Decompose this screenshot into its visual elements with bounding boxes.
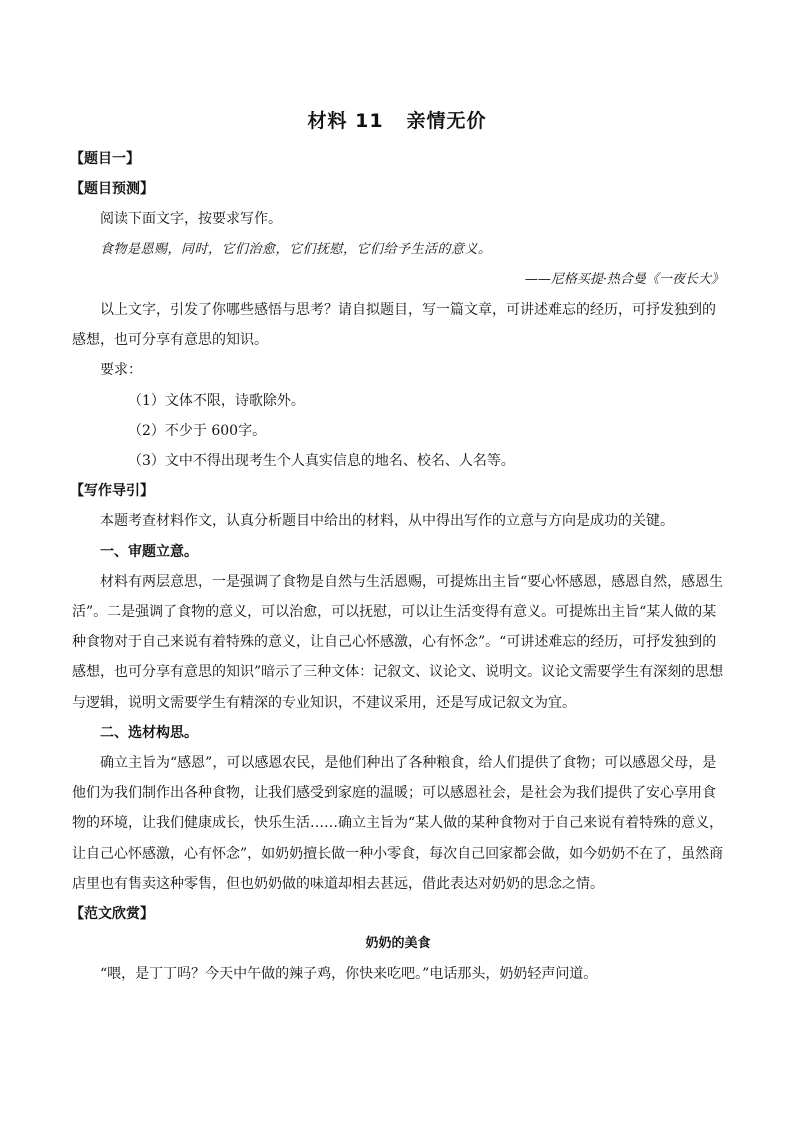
topic1-label: 【题目一】	[70, 151, 140, 167]
quote-source: ——尼格买提·热合曼《一夜长大》	[524, 271, 724, 287]
page-title: 材料 11 亲情无价	[307, 110, 487, 132]
essay-paragraph: “喂，是丁丁吗？今天中午做的辣子鸡，你快来吃吧。”电话那头，奶奶轻声问道。	[100, 966, 598, 983]
sample-label: 【范文欣赏】	[70, 906, 154, 923]
requirements-label: 要求：	[100, 362, 142, 379]
document-body	[72, 144, 724, 990]
part2-text: 确立主旨为“感恩”，可以感恩农民，是他们种出了各种粮食，给人们提供了食物；可以感恩父母，是他们为我们制作出各种食物，让我们感受到家庭的温暖；可以感恩社会，是社会为我们提供了安心享用食物的环境，让我们健康成长，快乐生活……确立主旨为“某人做的某种食物对于自己来说有着特殊的意义，让自己心怀感激，心有怀念”，如奶奶擅长做一种小零食，每次自己回家都会做，如今奶奶不在了，虽然商店里也有售卖这种零售，但也奶奶做的味道却相去甚远，借此表达对奶奶的思念之情。	[72, 755, 724, 892]
prompt-text: 以上文字，引发了你哪些感悟与思考？请自拟题目，写一篇文章，可讲述难忘的经历，可抒发独到的感想，也可分享有意思的知识。	[72, 302, 716, 349]
essay-title: 奶奶的美食	[365, 936, 431, 952]
requirement-item: （1）文体不限，诗歌除外。	[128, 392, 305, 409]
requirement-item: （2）不少于 600字。	[128, 422, 267, 439]
part2-heading: 二、选材构思。	[100, 724, 198, 741]
instruction-text: 阅读下面文字，按要求写作。	[100, 211, 282, 228]
guide-intro: 本题考查材料作文，认真分析题目中给出的材料，从中得出写作的立意与方向是成功的关键。	[100, 513, 674, 530]
part1-heading: 一、审题立意。	[100, 543, 198, 560]
prediction-label: 【题目预测】	[70, 181, 154, 198]
part1-text: 材料有两层意思，一是强调了食物是自然与生活恩赐，可提炼出主旨“要心怀感恩，感恩自然，感恩生活”。二是强调了食物的意义，可以治愈，可以抚慰，可以让生活变得有意义。可提炼出主旨“某人做的某种食物对于自己来说有着特殊的意义，让自己心怀感激，心有怀念”。“可讲述难忘的经历，可抒发独到的感想，也可分享有意思的知识”暗示了三种文体：记叙文、议论文、说明文。议论文需要学生有深刻的思想与逻辑，说明文需要学生有精深的专业知识，不建议采用，还是写成记叙文为宜。	[72, 573, 724, 711]
quote-text: 食物是恩赐，同时，它们治愈，它们抚慰，它们给予生活的意义。	[100, 241, 492, 257]
requirement-item: （3）文中不得出现考生个人真实信息的地名、校名、人名等。	[128, 453, 515, 470]
guide-label: 【写作导引】	[70, 483, 154, 500]
